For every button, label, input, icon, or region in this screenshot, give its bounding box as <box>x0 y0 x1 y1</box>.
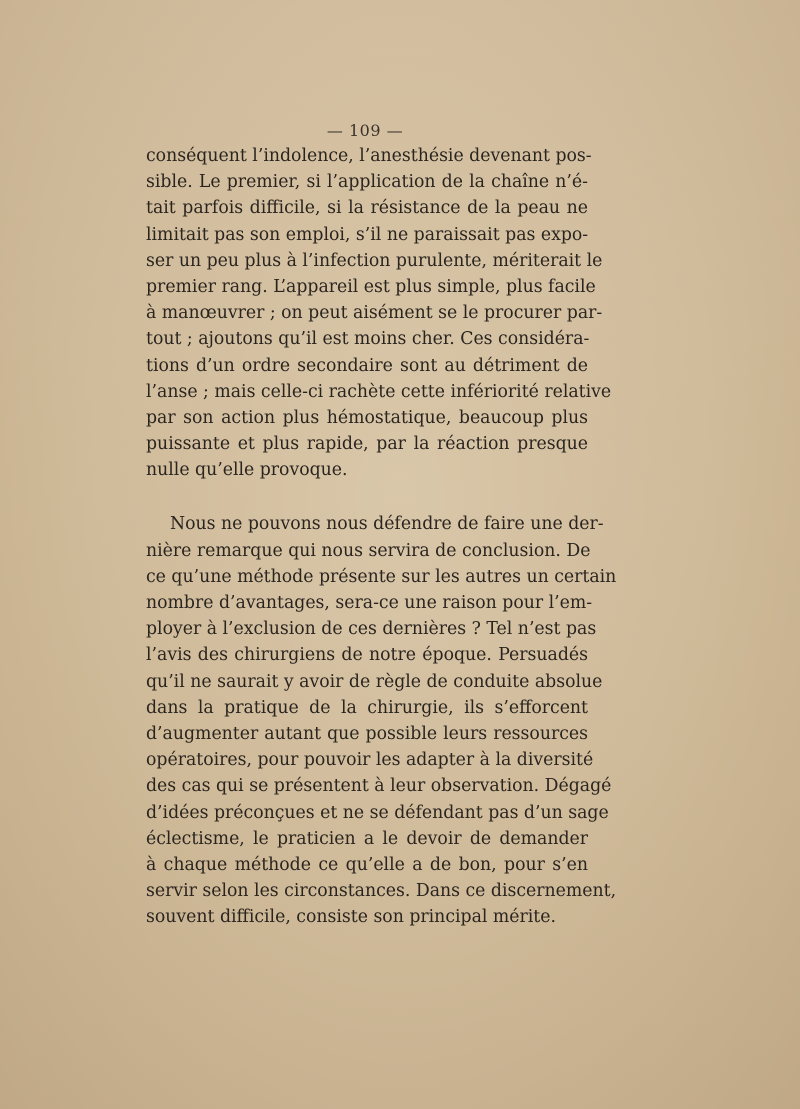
text-line: tions d’un ordre secondaire sont au détriment de <box>146 355 588 376</box>
text-line: l’avis des chirurgiens de notre époque. Persuadés <box>146 645 588 666</box>
text-line: tout ; ajoutons qu’il est moins cher. Ces considéra- <box>146 329 590 350</box>
text-line: l’anse ; mais celle-ci rachète cette infériorité relative <box>146 381 612 402</box>
text-line: ser un peu plus à l’infection purulente, mériterait le <box>146 250 603 271</box>
text-line: à manœuvrer ; on peut aisément se le procurer par- <box>146 303 603 324</box>
text-line: servir selon les circonstances. Dans ce discernement, <box>146 881 617 902</box>
text-line: sible. Le premier, si l’application de la chaîne n’é- <box>146 172 588 193</box>
text-line: conséquent l’indolence, l’anesthésie devenant pos- <box>146 146 592 166</box>
text-line: tait parfois difficile, si la résistance de la peau ne <box>146 198 588 219</box>
text-line: nombre d’avantages, sera-ce une raison pour l’em- <box>146 593 593 613</box>
text-line: éclectisme, le praticien a le devoir de demander <box>146 828 588 849</box>
paragraph-gap <box>146 483 588 511</box>
body-text <box>146 143 617 930</box>
text-line: opératoires, pour pouvoir les adapter à la diversité <box>146 750 594 771</box>
paragraph-1 <box>146 143 612 483</box>
text-line: premier rang. L’appareil est plus simple, plus facile <box>146 276 596 297</box>
text-line: des cas qui se présentent à leur observation. Dégagé <box>146 776 612 797</box>
page-number: — 109 — <box>326 121 404 140</box>
text-line: ployer à l’exclusion de ces dernières ? Tel n’est pas <box>146 619 597 640</box>
text-line: à chaque méthode ce qu’elle a de bon, pour s’en <box>146 854 588 875</box>
text-line: puissante et plus rapide, par la réaction presque <box>146 434 588 455</box>
text-line: limitait pas son emploi, s’il ne paraissait pas expo- <box>146 224 589 245</box>
text-line: nulle qu’elle provoque. <box>146 460 348 481</box>
text-line: dans la pratique de la chirurgie, ils s’efforcent <box>146 697 588 718</box>
text-line: d’idées préconçues et ne se défendant pas d’un sage <box>146 802 609 823</box>
text-line: souvent difficile, consiste son principal mérite. <box>146 907 556 928</box>
text-line: ce qu’une méthode présente sur les autres un certain <box>146 566 617 587</box>
paragraph-2 <box>146 511 617 930</box>
text-line: nière remarque qui nous servira de conclusion. De <box>146 540 591 561</box>
text-line: d’augmenter autant que possible leurs ressources <box>146 723 588 744</box>
text-line: Nous ne pouvons nous défendre de faire une der- <box>170 514 604 535</box>
text-line: par son action plus hémostatique, beaucoup plus <box>146 407 588 428</box>
text-line: qu’il ne saurait y avoir de règle de conduite absolue <box>146 671 603 692</box>
